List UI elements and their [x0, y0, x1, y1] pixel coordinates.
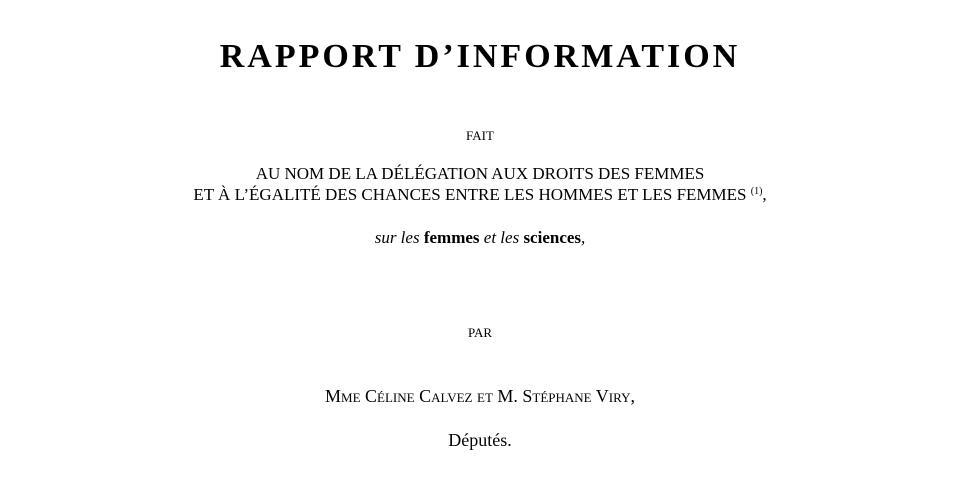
fait-label: FAIT — [466, 128, 494, 143]
delegation-line-1: AU NOM DE LA DÉLÉGATION AUX DROITS DES FEMMES — [255, 164, 705, 183]
subject-keyword-femmes: femmes — [423, 228, 480, 247]
subject-part-1: sur les — [374, 228, 424, 247]
delegation-line-2 — [0, 184, 960, 205]
subject-keyword-sciences: sciences — [523, 228, 582, 247]
report-subject — [0, 227, 960, 249]
authors-connector: et — [477, 386, 493, 406]
delegation-line-2-end: , — [762, 185, 767, 204]
author-2: M. Stéphane Viry — [497, 386, 631, 406]
subject-part-3: et les — [479, 228, 524, 247]
par-label: PAR — [467, 325, 493, 340]
delegation-line-2-text: ET À L’ÉGALITÉ DES CHANCES ENTRE LES HOMMES ET LES FEMMES — [193, 185, 747, 204]
subject-part-5: , — [581, 228, 586, 247]
author-1: Mme Céline Calvez — [325, 386, 473, 406]
report-title: RAPPORT D’INFORMATION — [219, 38, 741, 75]
deputes-label: Députés. — [448, 430, 512, 450]
delegation-block — [0, 163, 960, 205]
authors-end: , — [630, 386, 635, 406]
footnote-reference[interactable]: (1) — [750, 186, 763, 197]
authors-line — [0, 385, 960, 407]
